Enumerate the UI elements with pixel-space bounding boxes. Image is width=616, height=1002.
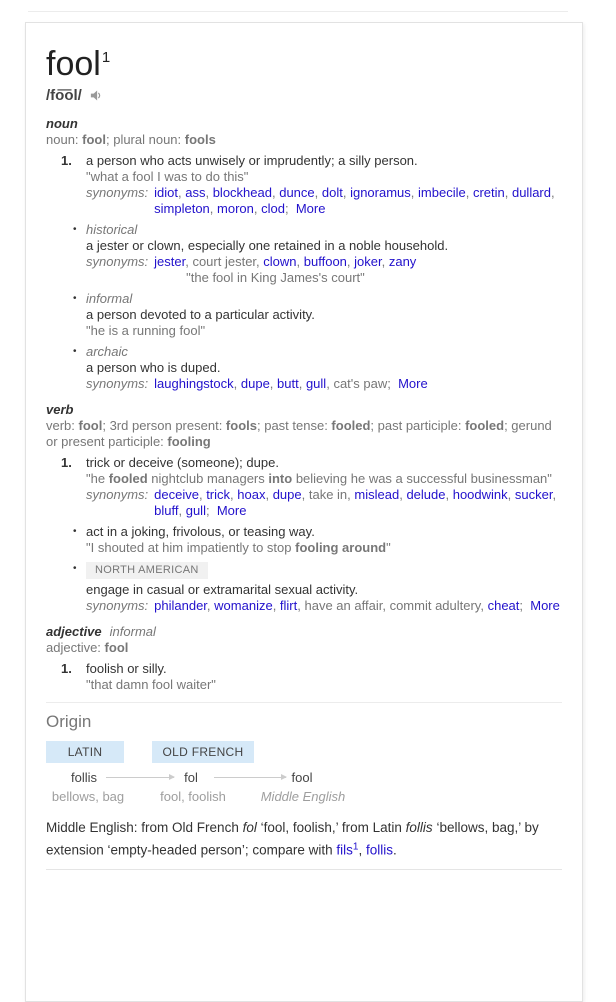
definition-text: trick or deceive (someone); dupe.	[86, 455, 279, 470]
example-text	[86, 471, 562, 487]
more-link[interactable]: More	[295, 201, 326, 216]
synonym-link[interactable]: womanize	[214, 598, 273, 613]
form-segment: noun:	[46, 132, 83, 147]
synonym-separator: ,	[230, 487, 238, 502]
synonyms-list	[154, 185, 562, 217]
synonym-link[interactable]: simpleton	[154, 201, 210, 216]
synonym-separator: ,	[178, 503, 186, 518]
more-link[interactable]: More	[216, 503, 247, 518]
origin-heading: Origin	[46, 712, 92, 731]
etymology-segment: ‘bellows, bag,’ by extension ‘empty-headed person’; compare with	[46, 820, 539, 858]
form-segment: fools	[184, 132, 216, 147]
synonyms-label: synonyms:	[86, 487, 149, 502]
synonym-link[interactable]: philander	[154, 598, 207, 613]
etymology-gloss: bellows, bag	[51, 789, 125, 804]
entry-noun	[46, 116, 562, 392]
pos-header	[46, 624, 562, 640]
sense-body	[86, 222, 562, 286]
arrow-icon	[106, 777, 174, 778]
region-badge: NORTH AMERICAN	[86, 562, 208, 579]
sense-body	[86, 661, 562, 693]
synonym-separator: ,	[551, 185, 555, 200]
synonym-link[interactable]: cretin	[472, 185, 505, 200]
form-segment: ; gerund or present participle:	[46, 418, 552, 449]
sense-body	[86, 561, 562, 614]
example-segment: nightclub managers	[147, 471, 269, 486]
example-segment: fooling around	[295, 540, 387, 555]
top-divider	[28, 11, 568, 12]
entry-adjective	[46, 624, 562, 693]
etymology-word: follis	[70, 770, 98, 785]
word-forms-line	[46, 132, 562, 148]
bullet-icon: •	[73, 563, 77, 574]
more-separator: ;	[284, 201, 296, 216]
form-segment: fooled	[465, 418, 505, 433]
synonym-separator: ,	[297, 598, 305, 613]
bullet-icon: •	[73, 346, 77, 357]
synonym-plain: take in	[308, 487, 348, 502]
synonym-separator: ,	[253, 201, 262, 216]
pronunciation-text: /fo͞ol/	[46, 86, 82, 104]
synonym-plain: cat's paw	[333, 376, 388, 391]
speaker-icon	[89, 88, 104, 103]
synonyms-row	[86, 254, 562, 286]
synonym-separator: ,	[552, 487, 557, 502]
synonym-link[interactable]: blockhead	[212, 185, 272, 200]
dictionary-card	[25, 22, 583, 1002]
sense-number: 1.	[61, 455, 72, 470]
synonym-separator: ,	[256, 254, 264, 269]
synonym-link[interactable]: laughingstock	[154, 376, 234, 391]
synonym-separator: ,	[346, 254, 355, 269]
synonym-separator: ,	[233, 376, 241, 391]
pos-header	[46, 402, 562, 418]
pos-label: verb	[46, 402, 74, 417]
synonym-separator: ,	[209, 201, 218, 216]
synonym-link[interactable]: cheat	[487, 598, 520, 613]
synonyms-example: "the fool in King James's court"	[186, 270, 365, 285]
more-link[interactable]: More	[530, 598, 560, 613]
word-forms-line	[46, 640, 562, 656]
etymology-segment: follis	[405, 820, 433, 835]
synonym-separator: ,	[326, 376, 334, 391]
text-link[interactable]: follis	[366, 842, 394, 858]
form-segment: fooling	[167, 434, 211, 449]
synonym-separator: ,	[296, 254, 304, 269]
entries	[46, 116, 562, 693]
synonym-link[interactable]: imbecile	[418, 185, 466, 200]
form-segment: ; 3rd person present:	[102, 418, 226, 433]
synonym-separator: ,	[445, 487, 453, 502]
arrow-icon	[214, 777, 286, 778]
etymology-gloss: Middle English	[260, 789, 346, 804]
register-label: informal	[86, 291, 133, 306]
definition-text: act in a joking, frivolous, or teasing way.	[86, 524, 315, 539]
etymology-paragraph	[46, 818, 562, 860]
form-segment: fool	[104, 640, 129, 655]
word-forms-line	[46, 418, 562, 450]
sense-body	[86, 291, 562, 339]
form-segment: fools	[225, 418, 257, 433]
bottom-divider	[46, 869, 562, 890]
sense	[46, 222, 562, 286]
synonyms-row	[86, 487, 562, 519]
synonym-link[interactable]: buffoon	[303, 254, 347, 269]
register-label: archaic	[86, 344, 128, 359]
synonym-separator: ,	[205, 185, 213, 200]
synonym-link[interactable]: dupe	[272, 487, 302, 502]
sense-body	[86, 455, 562, 519]
synonym-separator: ,	[507, 487, 515, 502]
synonym-link[interactable]: sucker	[514, 487, 553, 502]
language-badge: LATIN	[46, 741, 124, 763]
definition-text: a person who acts unwisely or imprudently; a silly person.	[86, 153, 418, 168]
synonym-separator: ,	[198, 487, 207, 502]
etymology-word: fol	[184, 770, 198, 785]
synonym-link[interactable]: jester	[154, 254, 186, 269]
synonyms-list	[154, 254, 562, 286]
synonym-separator: ,	[410, 185, 419, 200]
entry-verb	[46, 402, 562, 614]
synonym-link[interactable]: ignoramus	[350, 185, 411, 200]
pronunciation-row	[46, 86, 562, 104]
synonym-link[interactable]: dunce	[279, 185, 315, 200]
definition-text: engage in casual or extramarital sexual activity.	[86, 582, 359, 597]
example-segment: fooled	[108, 471, 148, 486]
synonym-link[interactable]: joker	[354, 254, 382, 269]
synonym-link[interactable]: ass	[185, 185, 206, 200]
example-segment: "I shouted at him impatiently to stop	[86, 540, 296, 555]
synonym-link[interactable]: hoodwink	[452, 487, 508, 502]
synonym-link[interactable]: hoax	[237, 487, 266, 502]
pos-label: noun	[46, 116, 78, 131]
synonym-separator: ,	[178, 185, 186, 200]
example-segment: "	[386, 540, 391, 555]
sense	[46, 291, 562, 339]
example-segment: believing he was a successful businessman"	[292, 471, 552, 486]
register-label: historical	[86, 222, 138, 237]
synonym-link[interactable]: gull	[305, 376, 327, 391]
pronounce-button[interactable]	[89, 88, 104, 103]
sense	[46, 561, 562, 614]
synonym-plain: commit adultery	[389, 598, 481, 613]
synonyms-label: synonyms:	[86, 598, 149, 613]
synonyms-row	[86, 598, 562, 614]
synonyms-list	[154, 487, 562, 519]
synonym-link[interactable]: clown	[263, 254, 297, 269]
etymology-segment: .	[393, 842, 397, 858]
form-segment: ; plural noun:	[105, 132, 185, 147]
synonym-separator: ,	[269, 376, 278, 391]
sense	[46, 153, 562, 217]
sense-body	[86, 524, 562, 556]
text-link[interactable]: fils	[336, 842, 353, 858]
synonym-separator: ,	[480, 598, 488, 613]
region-badge-wrap	[86, 561, 562, 579]
bullet-icon: •	[73, 526, 77, 537]
form-segment: fool	[78, 418, 103, 433]
synonyms-list	[154, 598, 562, 614]
synonym-separator: ,	[272, 598, 280, 613]
etymology-word: fool	[291, 770, 313, 785]
synonym-separator: ,	[271, 185, 280, 200]
synonyms-list	[154, 376, 562, 392]
headword-superscript: 1	[101, 49, 111, 66]
synonyms-row	[86, 376, 562, 392]
synonym-link[interactable]: trick	[206, 487, 231, 502]
sense-number: 1.	[61, 661, 72, 676]
synonyms-label: synonyms:	[86, 185, 149, 200]
synonym-separator: ,	[342, 185, 351, 200]
definition-text: a jester or clown, especially one retained in a noble household.	[86, 238, 449, 253]
synonym-separator: ,	[298, 376, 306, 391]
example-segment: "what a fool I was to do this"	[86, 169, 249, 184]
synonyms-label: synonyms:	[86, 254, 149, 269]
synonym-link[interactable]: moron	[217, 201, 254, 216]
synonym-link[interactable]: mislead	[354, 487, 400, 502]
synonym-separator: ,	[399, 487, 407, 502]
example-segment: into	[268, 471, 293, 486]
synonym-link[interactable]: deceive	[154, 487, 199, 502]
example-segment: "he	[86, 471, 109, 486]
example-segment: "he is a running fool"	[86, 323, 206, 338]
synonym-plain: have an affair	[304, 598, 383, 613]
synonym-separator: ,	[301, 487, 309, 502]
language-badge: OLD FRENCH	[152, 741, 254, 763]
example-text	[86, 323, 562, 339]
origin-divider	[46, 702, 562, 703]
synonym-link[interactable]: idiot	[154, 185, 178, 200]
definition-text: a person who is duped.	[86, 360, 221, 375]
synonym-link[interactable]: dullard	[511, 185, 551, 200]
form-segment: adjective:	[46, 640, 105, 655]
pos-label: adjective	[46, 624, 102, 639]
synonym-separator: ,	[314, 185, 322, 200]
synonym-separator: ,	[347, 487, 355, 502]
example-text	[86, 677, 562, 693]
form-segment: ; past tense:	[256, 418, 332, 433]
more-separator: ;	[387, 376, 399, 391]
etymology-segment: ‘fool, foolish,’ from Latin	[256, 820, 406, 835]
synonym-separator: ,	[504, 185, 512, 200]
synonym-link[interactable]: clod	[261, 201, 285, 216]
synonym-link[interactable]: zany	[388, 254, 417, 269]
form-segment: verb:	[46, 418, 79, 433]
synonym-link[interactable]: flirt	[279, 598, 298, 613]
synonym-separator: ,	[265, 487, 273, 502]
more-link[interactable]: More	[398, 376, 428, 391]
form-segment: fool	[82, 132, 106, 147]
form-segment: ; past participle:	[370, 418, 466, 433]
sense-body	[86, 153, 562, 217]
definition-text: a person devoted to a particular activity.	[86, 307, 315, 322]
example-text	[86, 169, 562, 185]
synonym-plain: court jester	[192, 254, 257, 269]
synonym-link[interactable]: dolt	[321, 185, 343, 200]
linked-superscript[interactable]: 1	[352, 841, 359, 852]
headword	[46, 41, 562, 81]
sense-number: 1.	[61, 153, 72, 168]
sense-body	[86, 344, 562, 392]
synonym-separator: ,	[185, 254, 193, 269]
synonym-link[interactable]: gull	[185, 503, 206, 518]
synonym-separator: ,	[381, 254, 389, 269]
etymology-segment: fol	[242, 820, 257, 835]
synonym-separator: ,	[465, 185, 473, 200]
definition-text: foolish or silly.	[86, 661, 167, 676]
synonym-link[interactable]: butt	[277, 376, 299, 391]
language-badges	[46, 741, 562, 763]
etymology-chart	[46, 770, 562, 808]
synonym-separator: ,	[206, 598, 215, 613]
sense	[46, 524, 562, 556]
form-segment: fooled	[331, 418, 371, 433]
synonyms-row	[86, 185, 562, 217]
example-segment: "that damn fool waiter"	[86, 677, 216, 692]
bullet-icon: •	[73, 224, 77, 235]
more-separator: ;	[519, 598, 531, 613]
example-text	[86, 540, 562, 556]
synonym-link[interactable]: bluff	[154, 503, 179, 518]
sense	[46, 344, 562, 392]
synonym-link[interactable]: dupe	[240, 376, 270, 391]
sense	[46, 661, 562, 693]
pos-header	[46, 116, 562, 132]
pos-qualifier: informal	[109, 624, 156, 639]
headword-text: fool	[46, 45, 101, 83]
synonyms-label: synonyms:	[86, 376, 149, 391]
etymology-segment: ,	[358, 842, 366, 858]
sense	[46, 455, 562, 519]
synonym-separator: ,	[382, 598, 390, 613]
more-separator: ;	[205, 503, 217, 518]
etymology-gloss: fool, foolish	[160, 789, 226, 804]
synonym-link[interactable]: delude	[406, 487, 446, 502]
bullet-icon: •	[73, 293, 77, 304]
etymology-segment: Middle English: from Old French	[46, 820, 243, 835]
